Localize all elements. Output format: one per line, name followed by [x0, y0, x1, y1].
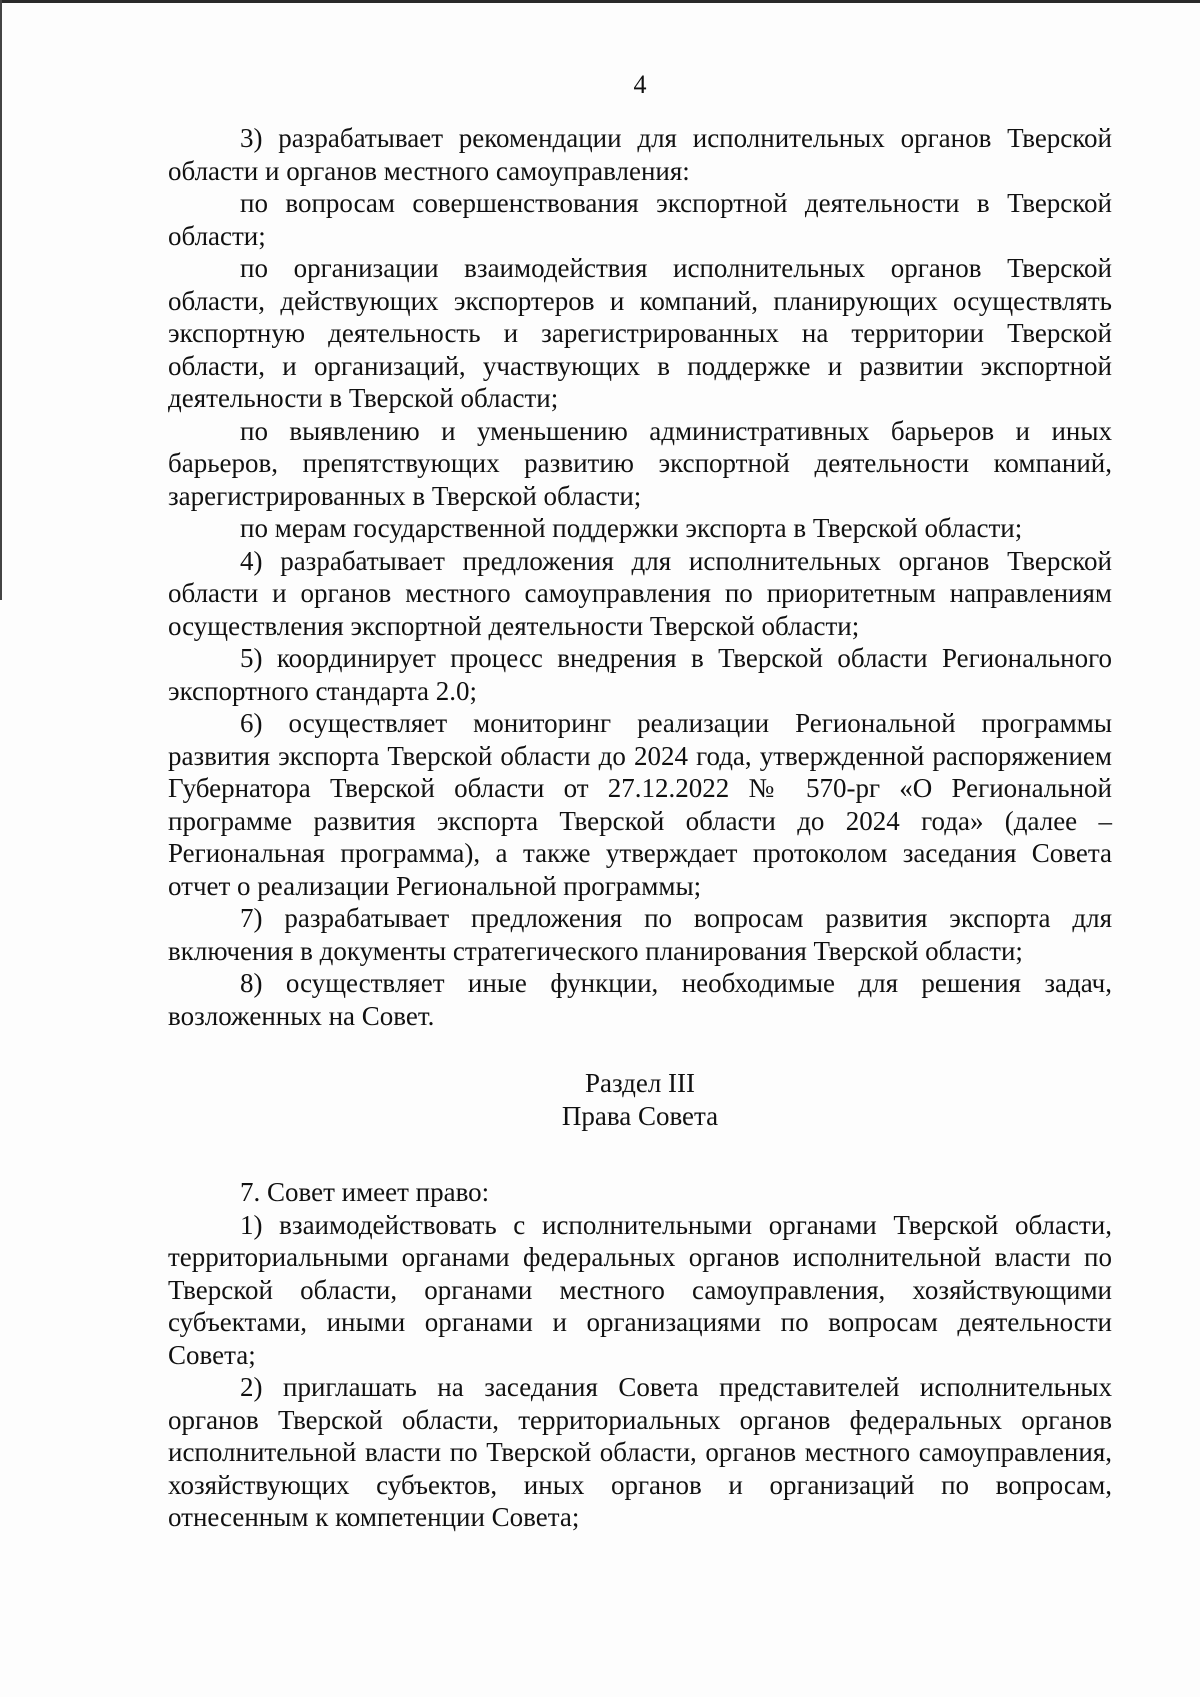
- paragraph: 5) координирует процесс внедрения в Тверской области Регионального экспортного стандарта 2.0;: [168, 643, 1112, 706]
- paragraph: 3) разрабатывает рекомендации для исполнительных органов Тверской области и органов местного самоуправления:: [168, 123, 1112, 186]
- paragraph: по вопросам совершенствования экспортной деятельности в Тверской области;: [168, 188, 1112, 251]
- paragraph: 4) разрабатывает предложения для исполнительных органов Тверской области и органов местного самоуправления по приоритетным направлениям осуществления экспортной деятельности Тверской области;: [168, 545, 1112, 641]
- paragraph: по выявлению и уменьшению административных барьеров и иных барьеров, препятствующих развитию экспортной деятельности компаний, зарегистрированных в Тверской области;: [168, 415, 1112, 511]
- section-title: Права Совета: [561, 1100, 719, 1131]
- section-heading: [168, 1067, 1112, 1132]
- document-body: [168, 122, 1112, 1534]
- paragraph: по организации взаимодействия исполнительных органов Тверской области, действующих экспортеров и компаний, планирующих осуществлять экспортную деятельность и зарегистрированных на территории Тверской области, и организаций, участвующих в поддержке и развитии экспортной деятельности в Тверской области;: [168, 253, 1112, 413]
- paragraph: по мерам государственной поддержки экспорта в Тверской области;: [240, 513, 1023, 543]
- paragraph: 8) осуществляет иные функции, необходимые для решения задач, возложенных на Совет.: [168, 968, 1112, 1031]
- scan-edge-top: [0, 0, 1200, 3]
- paragraph: 6) осуществляет мониторинг реализации Региональной программы развития экспорта Тверской области до 2024 года, утвержденной распоряжением Губернатора Тверской области от 27.12.2022 № 570-рг «О Региональной программе развития экспорта Тверской области до 2024 года» (далее – Региональная программа), а также утверждает протоколом заседания Совета отчет о реализации Региональной программы;: [168, 708, 1112, 901]
- page-number: 4: [633, 70, 647, 99]
- paragraph: 7) разрабатывает предложения по вопросам развития экспорта для включения в документы стратегического планирования Тверской области;: [168, 903, 1112, 966]
- paragraph: 1) взаимодействовать с исполнительными органами Тверской области, территориальными органами федеральных органов исполнительной власти по Тверской области, органами местного самоуправления, хозяйствующими субъектами, иными органами и организациями по вопросам деятельности Совета;: [168, 1209, 1112, 1370]
- paragraph: 2) приглашать на заседания Совета представителей исполнительных органов Тверской области, территориальных органов федеральных органов исполнительной власти по Тверской области, органов местного самоуправления, хозяйствующих субъектов, иных органов и организаций по вопросам, отнесенным к компетенции Совета;: [168, 1372, 1112, 1532]
- section-number: Раздел III: [584, 1068, 696, 1098]
- paragraph: 7. Совет имеет право:: [240, 1177, 490, 1207]
